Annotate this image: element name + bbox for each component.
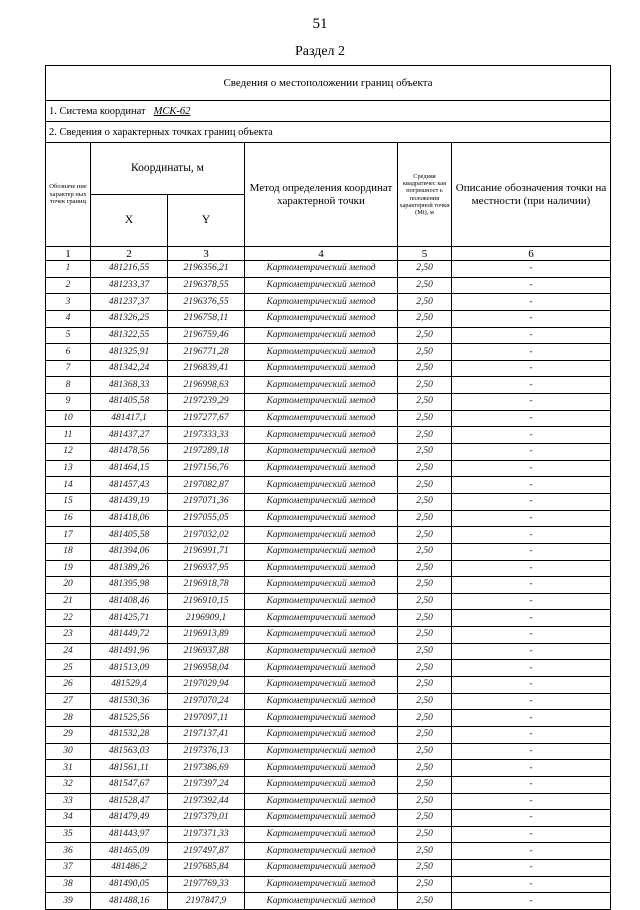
cell-y: 2196759,46 (168, 327, 245, 344)
cell-description: - (452, 610, 611, 627)
cell-description: - (452, 460, 611, 477)
cell-method: Картометрический метод (245, 394, 398, 411)
header-rmse: Средняя квадратичес кая погрешност ь положения характерной точки (Mt), м (398, 143, 452, 247)
section-title: Раздел 2 (294, 44, 346, 59)
cell-x: 481513,09 (91, 660, 168, 677)
cell-description: - (452, 693, 611, 710)
cell-x: 481326,25 (91, 310, 168, 327)
table-row (46, 510, 611, 527)
cell-description: - (452, 543, 611, 560)
cell-x: 481405,58 (91, 394, 168, 411)
cell-description: - (452, 310, 611, 327)
cell-point-id: 38 (46, 876, 91, 893)
cell-x: 481528,47 (91, 793, 168, 810)
cell-y: 2197156,76 (168, 460, 245, 477)
cell-method: Картометрический метод (245, 693, 398, 710)
cell-description: - (452, 743, 611, 760)
cell-x: 481490,05 (91, 876, 168, 893)
column-number: 3 (168, 247, 245, 261)
table-row (46, 360, 611, 377)
cell-method: Картометрический метод (245, 710, 398, 727)
cell-description: - (452, 627, 611, 644)
cell-point-id: 8 (46, 377, 91, 394)
cell-x: 481322,55 (91, 327, 168, 344)
cell-x: 481417,1 (91, 410, 168, 427)
cell-y: 2197397,24 (168, 776, 245, 793)
cell-x: 481342,24 (91, 360, 168, 377)
cell-x: 481561,11 (91, 760, 168, 777)
cell-rmse: 2,50 (398, 344, 452, 361)
cell-method: Картометрический метод (245, 826, 398, 843)
cell-point-id: 7 (46, 360, 91, 377)
cell-method: Картометрический метод (245, 360, 398, 377)
cell-x: 481530,36 (91, 693, 168, 710)
cell-rmse: 2,50 (398, 294, 452, 311)
table-row (46, 410, 611, 427)
cell-method: Картометрический метод (245, 294, 398, 311)
table-title: Сведения о местоположении границ объекта (46, 66, 611, 101)
table-row (46, 444, 611, 461)
cell-y: 2197277,67 (168, 410, 245, 427)
cell-x: 481488,16 (91, 893, 168, 910)
table-row (46, 543, 611, 560)
header-coords: Координаты, м (91, 143, 245, 195)
cell-method: Картометрический метод (245, 493, 398, 510)
table-row (46, 760, 611, 777)
cell-x: 481408,46 (91, 593, 168, 610)
cell-y: 2197137,41 (168, 726, 245, 743)
cell-point-id: 25 (46, 660, 91, 677)
cell-point-id: 20 (46, 577, 91, 594)
cell-point-id: 22 (46, 610, 91, 627)
cell-y: 2196378,55 (168, 277, 245, 294)
table-row (46, 843, 611, 860)
cell-rmse: 2,50 (398, 610, 452, 627)
table-row (46, 310, 611, 327)
table-row (46, 394, 611, 411)
cell-point-id: 33 (46, 793, 91, 810)
cell-rmse: 2,50 (398, 327, 452, 344)
cell-y: 2196958,04 (168, 660, 245, 677)
cell-x: 481478,56 (91, 444, 168, 461)
cell-point-id: 15 (46, 493, 91, 510)
cell-point-id: 36 (46, 843, 91, 860)
cell-description: - (452, 876, 611, 893)
cell-rmse: 2,50 (398, 394, 452, 411)
cell-rmse: 2,50 (398, 627, 452, 644)
cell-y: 2197097,11 (168, 710, 245, 727)
cell-description: - (452, 726, 611, 743)
cell-description: - (452, 643, 611, 660)
cell-y: 2197769,33 (168, 876, 245, 893)
cell-rmse: 2,50 (398, 793, 452, 810)
cell-description: - (452, 344, 611, 361)
table-row (46, 726, 611, 743)
cell-method: Картометрический метод (245, 677, 398, 694)
cell-method: Картометрический метод (245, 261, 398, 278)
table-row (46, 860, 611, 877)
cell-x: 481457,43 (91, 477, 168, 494)
cell-description: - (452, 560, 611, 577)
cell-y: 2197289,18 (168, 444, 245, 461)
table-row (46, 793, 611, 810)
cell-rmse: 2,50 (398, 677, 452, 694)
cell-method: Картометрический метод (245, 726, 398, 743)
cell-rmse: 2,50 (398, 410, 452, 427)
cell-y: 2197497,87 (168, 843, 245, 860)
cell-y: 2196918,78 (168, 577, 245, 594)
cell-method: Картометрический метод (245, 893, 398, 910)
cell-method: Картометрический метод (245, 577, 398, 594)
table-row (46, 810, 611, 827)
cell-point-id: 29 (46, 726, 91, 743)
cell-description: - (452, 776, 611, 793)
table-row (46, 327, 611, 344)
cell-x: 481437,27 (91, 427, 168, 444)
cell-method: Картометрический метод (245, 743, 398, 760)
header-method: Метод определения координат характерной точки (245, 143, 398, 247)
cell-x: 481394,06 (91, 543, 168, 560)
cell-rmse: 2,50 (398, 444, 452, 461)
cell-y: 2197055,05 (168, 510, 245, 527)
cell-point-id: 19 (46, 560, 91, 577)
cell-y: 2197376,13 (168, 743, 245, 760)
cell-point-id: 23 (46, 627, 91, 644)
table-row (46, 294, 611, 311)
cell-method: Картометрический метод (245, 627, 398, 644)
cell-rmse: 2,50 (398, 843, 452, 860)
cell-y: 2196937,88 (168, 643, 245, 660)
table-row (46, 693, 611, 710)
cell-y: 2196771,28 (168, 344, 245, 361)
coord-system-value: МСК-62 (153, 105, 191, 117)
table-row (46, 627, 611, 644)
table-row (46, 743, 611, 760)
cell-x: 481216,55 (91, 261, 168, 278)
cell-point-id: 11 (46, 427, 91, 444)
cell-x: 481405,58 (91, 527, 168, 544)
cell-method: Картометрический метод (245, 410, 398, 427)
cell-rmse: 2,50 (398, 510, 452, 527)
cell-description: - (452, 677, 611, 694)
cell-x: 481563,03 (91, 743, 168, 760)
cell-method: Картометрический метод (245, 377, 398, 394)
cell-point-id: 13 (46, 460, 91, 477)
cell-x: 481486,2 (91, 860, 168, 877)
cell-method: Картометрический метод (245, 543, 398, 560)
cell-description: - (452, 427, 611, 444)
table-row (46, 710, 611, 727)
cell-rmse: 2,50 (398, 560, 452, 577)
cell-y: 2197371,33 (168, 826, 245, 843)
cell-rmse: 2,50 (398, 660, 452, 677)
cell-method: Картометрический метод (245, 643, 398, 660)
cell-description: - (452, 810, 611, 827)
cell-point-id: 21 (46, 593, 91, 610)
cell-y: 2197685,84 (168, 860, 245, 877)
cell-y: 2197032,02 (168, 527, 245, 544)
table-row (46, 776, 611, 793)
cell-y: 2196758,11 (168, 310, 245, 327)
cell-x: 481389,26 (91, 560, 168, 577)
cell-x: 481529,4 (91, 677, 168, 694)
cell-description: - (452, 377, 611, 394)
cell-method: Картометрический метод (245, 327, 398, 344)
cell-point-id: 5 (46, 327, 91, 344)
column-number: 5 (398, 247, 452, 261)
cell-rmse: 2,50 (398, 860, 452, 877)
cell-point-id: 35 (46, 826, 91, 843)
cell-x: 481479,49 (91, 810, 168, 827)
cell-point-id: 2 (46, 277, 91, 294)
cell-rmse: 2,50 (398, 543, 452, 560)
table-row (46, 876, 611, 893)
cell-x: 481547,67 (91, 776, 168, 793)
cell-method: Картометрический метод (245, 277, 398, 294)
cell-method: Картометрический метод (245, 460, 398, 477)
cell-point-id: 1 (46, 261, 91, 278)
cell-y: 2196998,63 (168, 377, 245, 394)
cell-method: Картометрический метод (245, 793, 398, 810)
cell-y: 2196991,71 (168, 543, 245, 560)
column-number: 4 (245, 247, 398, 261)
cell-method: Картометрический метод (245, 810, 398, 827)
cell-x: 481237,37 (91, 294, 168, 311)
table-row (46, 826, 611, 843)
table-row (46, 677, 611, 694)
table-row (46, 344, 611, 361)
table-row (46, 643, 611, 660)
cell-rmse: 2,50 (398, 810, 452, 827)
cell-rmse: 2,50 (398, 460, 452, 477)
cell-point-id: 16 (46, 510, 91, 527)
column-number: 6 (452, 247, 611, 261)
cell-description: - (452, 527, 611, 544)
cell-y: 2196913,89 (168, 627, 245, 644)
cell-description: - (452, 360, 611, 377)
cell-method: Картометрический метод (245, 560, 398, 577)
column-number: 1 (46, 247, 91, 261)
cell-y: 2196356,21 (168, 261, 245, 278)
cell-rmse: 2,50 (398, 527, 452, 544)
cell-x: 481464,15 (91, 460, 168, 477)
table-row (46, 477, 611, 494)
cell-point-id: 14 (46, 477, 91, 494)
cell-y: 2196937,95 (168, 560, 245, 577)
cell-method: Картометрический метод (245, 660, 398, 677)
cell-rmse: 2,50 (398, 593, 452, 610)
cell-rmse: 2,50 (398, 427, 452, 444)
cell-method: Картометрический метод (245, 760, 398, 777)
cell-method: Картометрический метод (245, 876, 398, 893)
cell-method: Картометрический метод (245, 344, 398, 361)
cell-rmse: 2,50 (398, 577, 452, 594)
cell-rmse: 2,50 (398, 643, 452, 660)
cell-y: 2196909,1 (168, 610, 245, 627)
cell-x: 481418,06 (91, 510, 168, 527)
cell-description: - (452, 294, 611, 311)
cell-point-id: 4 (46, 310, 91, 327)
cell-method: Картометрический метод (245, 527, 398, 544)
cell-description: - (452, 510, 611, 527)
cell-description: - (452, 261, 611, 278)
cell-y: 2197333,33 (168, 427, 245, 444)
cell-description: - (452, 493, 611, 510)
cell-x: 481449,72 (91, 627, 168, 644)
header-point-id: Обозначе ние характер ных точек границ (46, 143, 91, 247)
cell-rmse: 2,50 (398, 826, 452, 843)
cell-point-id: 30 (46, 743, 91, 760)
cell-point-id: 28 (46, 710, 91, 727)
cell-point-id: 17 (46, 527, 91, 544)
cell-description: - (452, 577, 611, 594)
cell-rmse: 2,50 (398, 743, 452, 760)
cell-x: 481532,28 (91, 726, 168, 743)
cell-point-id: 6 (46, 344, 91, 361)
cell-description: - (452, 860, 611, 877)
cell-description: - (452, 826, 611, 843)
cell-method: Картометрический метод (245, 427, 398, 444)
cell-method: Картометрический метод (245, 510, 398, 527)
cell-point-id: 27 (46, 693, 91, 710)
cell-rmse: 2,50 (398, 776, 452, 793)
cell-point-id: 24 (46, 643, 91, 660)
cell-x: 481439,19 (91, 493, 168, 510)
cell-description: - (452, 444, 611, 461)
cell-method: Картометрический метод (245, 477, 398, 494)
cell-x: 481233,37 (91, 277, 168, 294)
cell-x: 481425,71 (91, 610, 168, 627)
cell-point-id: 12 (46, 444, 91, 461)
cell-y: 2197392,44 (168, 793, 245, 810)
cell-description: - (452, 893, 611, 910)
cell-method: Картометрический метод (245, 593, 398, 610)
cell-y: 2197847,9 (168, 893, 245, 910)
cell-y: 2196910,15 (168, 593, 245, 610)
cell-point-id: 26 (46, 677, 91, 694)
table-row (46, 493, 611, 510)
cell-point-id: 32 (46, 776, 91, 793)
cell-point-id: 37 (46, 860, 91, 877)
cell-rmse: 2,50 (398, 493, 452, 510)
cell-point-id: 31 (46, 760, 91, 777)
cell-y: 2197071,36 (168, 493, 245, 510)
header-description: Описание обозначения точки на местности (при наличии) (452, 143, 611, 247)
table-row (46, 460, 611, 477)
cell-method: Картометрический метод (245, 444, 398, 461)
column-number: 2 (91, 247, 168, 261)
cell-y: 2196376,55 (168, 294, 245, 311)
cell-y: 2197082,87 (168, 477, 245, 494)
table-row (46, 893, 611, 910)
cell-point-id: 3 (46, 294, 91, 311)
cell-method: Картометрический метод (245, 310, 398, 327)
cell-y: 2197379,01 (168, 810, 245, 827)
table-row (46, 527, 611, 544)
cell-description: - (452, 327, 611, 344)
table-row (46, 593, 611, 610)
cell-description: - (452, 710, 611, 727)
cell-method: Картометрический метод (245, 610, 398, 627)
cell-description: - (452, 843, 611, 860)
table-row (46, 261, 611, 278)
cell-rmse: 2,50 (398, 876, 452, 893)
cell-description: - (452, 593, 611, 610)
cell-description: - (452, 660, 611, 677)
cell-x: 481491,96 (91, 643, 168, 660)
cell-x: 481525,56 (91, 710, 168, 727)
cell-rmse: 2,50 (398, 360, 452, 377)
table-row (46, 427, 611, 444)
cell-point-id: 39 (46, 893, 91, 910)
cell-y: 2197386,69 (168, 760, 245, 777)
cell-x: 481368,33 (91, 377, 168, 394)
cell-x: 481465,09 (91, 843, 168, 860)
cell-description: - (452, 410, 611, 427)
coord-system-label: 1. Система координат (49, 105, 146, 117)
cell-method: Картометрический метод (245, 776, 398, 793)
cell-point-id: 9 (46, 394, 91, 411)
cell-point-id: 34 (46, 810, 91, 827)
table-row (46, 610, 611, 627)
table-row (46, 577, 611, 594)
cell-point-id: 18 (46, 543, 91, 560)
header-y: Y (168, 195, 245, 247)
cell-point-id: 10 (46, 410, 91, 427)
table-row (46, 560, 611, 577)
cell-description: - (452, 760, 611, 777)
header-x: X (91, 195, 168, 247)
cell-description: - (452, 793, 611, 810)
cell-description: - (452, 394, 611, 411)
cell-y: 2197029,94 (168, 677, 245, 694)
cell-rmse: 2,50 (398, 377, 452, 394)
cell-x: 481325,91 (91, 344, 168, 361)
cell-rmse: 2,50 (398, 760, 452, 777)
table-row (46, 277, 611, 294)
table-row (46, 377, 611, 394)
cell-rmse: 2,50 (398, 477, 452, 494)
cell-rmse: 2,50 (398, 277, 452, 294)
cell-x: 481395,98 (91, 577, 168, 594)
cell-method: Картометрический метод (245, 860, 398, 877)
table-row (46, 660, 611, 677)
cell-description: - (452, 477, 611, 494)
cell-y: 2196839,41 (168, 360, 245, 377)
page-number: 51 (312, 16, 328, 32)
cell-rmse: 2,50 (398, 261, 452, 278)
cell-rmse: 2,50 (398, 310, 452, 327)
cell-x: 481443,97 (91, 826, 168, 843)
cell-rmse: 2,50 (398, 693, 452, 710)
points-section-label: 2. Сведения о характерных точках границ объекта (46, 122, 611, 143)
cell-y: 2197239,29 (168, 394, 245, 411)
cell-rmse: 2,50 (398, 710, 452, 727)
boundary-table (45, 65, 611, 910)
coord-system-row (46, 101, 611, 122)
cell-description: - (452, 277, 611, 294)
cell-y: 2197070,24 (168, 693, 245, 710)
cell-rmse: 2,50 (398, 893, 452, 910)
cell-method: Картометрический метод (245, 843, 398, 860)
cell-rmse: 2,50 (398, 726, 452, 743)
